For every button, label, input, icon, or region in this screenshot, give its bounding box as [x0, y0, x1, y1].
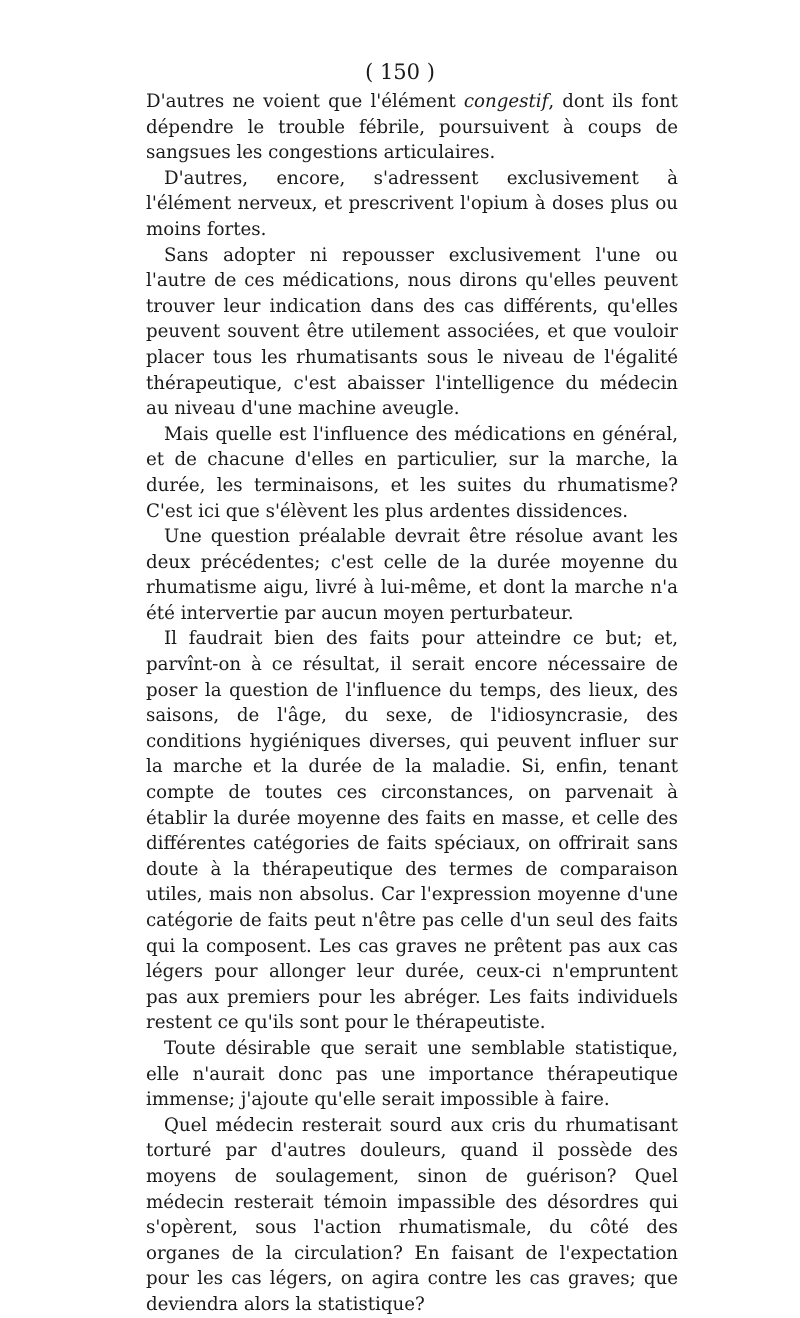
paragraph-text: , dont ils font dépendre le trouble fébrile, poursuivent à coups de sangsues les congestions articulaires. — [146, 91, 678, 164]
italic-term: congestif — [463, 91, 549, 112]
paragraph: Toute désirable que serait une semblable statistique, elle n'aurait donc pas une importance thérapeutique immense; j'ajoute qu'elle serait impossible à faire. — [146, 1037, 678, 1111]
paragraph: Sans adopter ni repousser exclusivement l'une ou l'autre de ces médications, nous dirons qu'elles peuvent trouver leur indication dans des cas différents, qu'elles peuvent souvent être utilement associées, et que vouloir placer tous les rhumatisants sous le niveau de l'égalité thérapeutique, c'est abaisser l'intelligence du médecin au niveau d'une machine aveugle. — [146, 244, 678, 420]
paragraph-text: D'autres ne voient que l'élément — [146, 91, 464, 112]
paragraph: Une question préalable devrait être résolue avant les deux précédentes; c'est celle de la durée moyenne du rhumatisme aigu, livré à lui-même, et dont la marche n'a été intervertie par aucun moyen perturbateur. — [146, 526, 678, 624]
paragraph: D'autres, encore, s'adressent exclusivement à l'élément nerveux, et prescrivent l'opium à doses plus ou moins fortes. — [146, 167, 678, 240]
page-number: ( 150 ) — [365, 60, 435, 84]
paragraph — [146, 89, 678, 166]
paragraph: Quel médecin resterait sourd aux cris du rhumatisant torturé par d'autres douleurs, quand il possède des moyens de soulagement, sinon de guérison? Quel médecin resterait témoin impassible des désordres qui s'opèrent, sous l'action rhumatismale, du côté des organes de la circulation? En faisant de l'expectation pour les cas légers, on agira contre les cas graves; que deviendra alors la statistique? — [146, 1114, 678, 1315]
body-text — [146, 89, 678, 1318]
paragraph: Mais quelle est l'influence des médications en général, et de chacune d'elles en particulier, sur la marche, la durée, les terminaisons, et les suites du rhumatisme? C'est ici que s'élèvent les plus ardentes dissidences. — [146, 423, 678, 522]
paragraph: Il faudrait bien des faits pour atteindre ce but; et, parvînt-on à ce résultat, il serait encore nécessaire de poser la question de l'influence du temps, des lieux, des saisons, de l'âge, du sexe, de l'idiosyncrasie, des conditions hygiéniques diverses, qui peuvent influer sur la marche et la durée de la maladie. Si, enfin, tenant compte de toutes ces circonstances, on parvenait à établir la durée moyenne des faits en masse, et celle des différentes catégories de faits spéciaux, on offrirait sans doute à la thérapeutique des termes de comparaison utiles, mais non absolus. Car l'expression moyenne d'une catégorie de faits peut n'être pas celle d'un seul des faits qui la composent. Les cas graves ne prêtent pas aux cas légers pour allonger leur durée, ceux-ci n'empruntent pas aux premiers pour les abréger. Les faits individuels restent ce qu'ils sont pour le thérapeutiste. — [146, 628, 678, 1034]
